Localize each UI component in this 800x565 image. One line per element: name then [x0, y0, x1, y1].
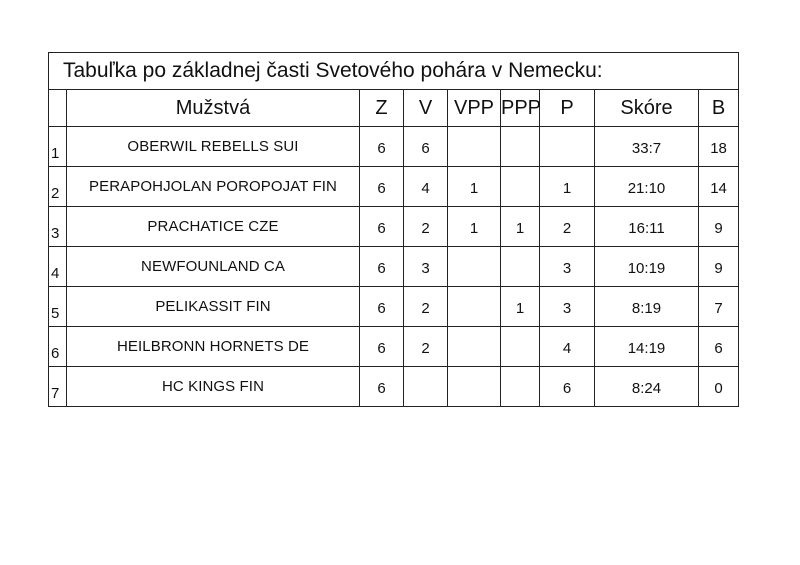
cell-p: 1 — [540, 167, 595, 207]
header-p: P — [540, 90, 595, 127]
header-z: Z — [360, 90, 404, 127]
cell-p — [540, 127, 595, 167]
cell-v: 4 — [404, 167, 448, 207]
header-b: B — [699, 90, 739, 127]
header-row — [49, 90, 739, 127]
header-vpp: VPP — [448, 90, 501, 127]
cell-p: 4 — [540, 327, 595, 367]
cell-p: 2 — [540, 207, 595, 247]
cell-ppp — [501, 167, 540, 207]
cell-ppp: 1 — [501, 207, 540, 247]
cell-z: 6 — [360, 367, 404, 407]
table-title: Tabuľka po základnej časti Svetového pohára v Nemecku: — [49, 53, 739, 90]
cell-team: NEWFOUNLAND CA — [67, 247, 360, 287]
table-row — [49, 367, 739, 407]
cell-p: 3 — [540, 247, 595, 287]
cell-ppp — [501, 327, 540, 367]
cell-v: 2 — [404, 327, 448, 367]
cell-p: 3 — [540, 287, 595, 327]
cell-v — [404, 367, 448, 407]
standings-table-container — [48, 52, 738, 407]
cell-vpp — [448, 127, 501, 167]
cell-b: 14 — [699, 167, 739, 207]
cell-b: 18 — [699, 127, 739, 167]
cell-vpp — [448, 287, 501, 327]
cell-z: 6 — [360, 287, 404, 327]
cell-team: PERAPOHJOLAN POROPOJAT FIN — [67, 167, 360, 207]
cell-z: 6 — [360, 247, 404, 287]
cell-v: 6 — [404, 127, 448, 167]
cell-ppp: 1 — [501, 287, 540, 327]
cell-score: 8:24 — [595, 367, 699, 407]
cell-score: 8:19 — [595, 287, 699, 327]
header-team: Mužstvá — [67, 90, 360, 127]
cell-vpp — [448, 367, 501, 407]
cell-z: 6 — [360, 167, 404, 207]
cell-rank: 2 — [49, 167, 67, 207]
table-row — [49, 247, 739, 287]
table-row — [49, 207, 739, 247]
cell-vpp — [448, 247, 501, 287]
cell-p: 6 — [540, 367, 595, 407]
cell-vpp — [448, 327, 501, 367]
table-row — [49, 287, 739, 327]
table-row — [49, 167, 739, 207]
cell-v: 2 — [404, 207, 448, 247]
standings-table — [48, 52, 739, 407]
cell-score: 33:7 — [595, 127, 699, 167]
cell-ppp — [501, 127, 540, 167]
cell-team: HEILBRONN HORNETS DE — [67, 327, 360, 367]
cell-team: PRACHATICE CZE — [67, 207, 360, 247]
cell-vpp: 1 — [448, 207, 501, 247]
cell-team: HC KINGS FIN — [67, 367, 360, 407]
cell-team: OBERWIL REBELLS SUI — [67, 127, 360, 167]
cell-score: 10:19 — [595, 247, 699, 287]
cell-rank: 6 — [49, 327, 67, 367]
cell-rank: 7 — [49, 367, 67, 407]
standings-body — [49, 127, 739, 407]
cell-score: 14:19 — [595, 327, 699, 367]
table-row — [49, 327, 739, 367]
cell-vpp: 1 — [448, 167, 501, 207]
cell-score: 21:10 — [595, 167, 699, 207]
table-row — [49, 127, 739, 167]
cell-team: PELIKASSIT FIN — [67, 287, 360, 327]
cell-rank: 5 — [49, 287, 67, 327]
cell-b: 9 — [699, 247, 739, 287]
cell-b: 9 — [699, 207, 739, 247]
header-v: V — [404, 90, 448, 127]
cell-z: 6 — [360, 327, 404, 367]
cell-ppp — [501, 367, 540, 407]
cell-b: 0 — [699, 367, 739, 407]
cell-b: 6 — [699, 327, 739, 367]
cell-score: 16:11 — [595, 207, 699, 247]
cell-rank: 1 — [49, 127, 67, 167]
cell-rank: 3 — [49, 207, 67, 247]
header-rank — [49, 90, 67, 127]
cell-ppp — [501, 247, 540, 287]
header-ppp: PPP — [501, 90, 540, 127]
cell-z: 6 — [360, 207, 404, 247]
cell-v: 3 — [404, 247, 448, 287]
cell-z: 6 — [360, 127, 404, 167]
cell-b: 7 — [699, 287, 739, 327]
cell-rank: 4 — [49, 247, 67, 287]
cell-v: 2 — [404, 287, 448, 327]
header-score: Skóre — [595, 90, 699, 127]
